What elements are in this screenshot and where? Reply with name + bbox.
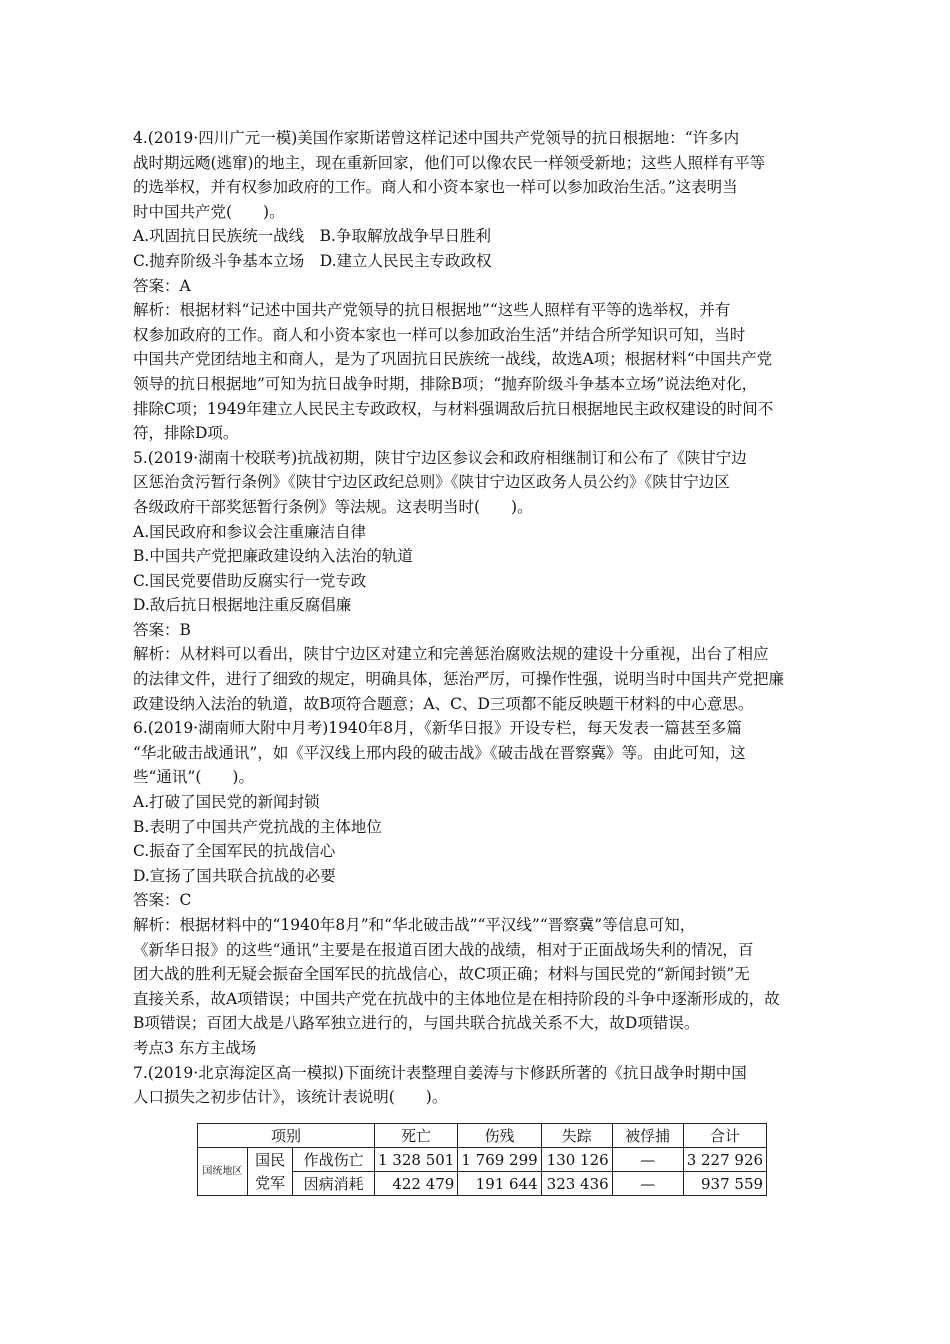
option-line: A.打破了国民党的新闻封锁 xyxy=(133,793,320,812)
missing-cell: 323 436 xyxy=(541,1172,612,1196)
table-header-cell: 失踪 xyxy=(541,1124,612,1148)
option-line: D.宣扬了国共联合抗战的必要 xyxy=(133,866,336,885)
total-cell: 3 227 926 xyxy=(683,1148,766,1172)
option-line: C.振奋了全国军民的抗战信心 xyxy=(133,842,336,861)
analysis-line: 的法律文件，进行了细致的规定，明确具体，惩治严厉，可操作性强，说明当时中国共产党把廉 xyxy=(133,670,785,689)
question-text-line: 7.(2019·北京海淀区高一模拟)下面统计表整理自姜涛与卞修跃所著的《抗日战争时期中国 xyxy=(133,1063,747,1082)
question-5 xyxy=(133,446,823,717)
question-text-line: 各级政府干部奖惩暂行条例》等法规。这表明当时( )。 xyxy=(133,497,533,516)
captured-cell: — xyxy=(612,1172,683,1196)
answer-line: 答案：A xyxy=(133,276,191,295)
table-header-cell: 伤残 xyxy=(458,1124,541,1148)
analysis-line: 排除C项；1949年建立人民民主专政政权，与材料强调敌后抗日根据地民主政权建设的时间不 xyxy=(133,399,774,418)
deaths-cell: 1 328 501 xyxy=(375,1148,458,1172)
table-header-cell: 被俘捕 xyxy=(612,1124,683,1148)
table-header-cell: 死亡 xyxy=(375,1124,458,1148)
captured-cell: — xyxy=(612,1148,683,1172)
missing-cell: 130 126 xyxy=(541,1148,612,1172)
question-text-line: 战时期远飏(逃窜)的地主，现在重新回家，他们可以像农民一样领受新地；这些人照样有平等 xyxy=(133,153,766,172)
row-label: 因病消耗 xyxy=(293,1172,375,1196)
table-header-cell: 合计 xyxy=(683,1124,766,1148)
analysis-line: 《新华日报》的这些“通讯”主要是在报道百团大战的战绩，相对于正面战场失利的情况，百 xyxy=(133,940,754,959)
question-text-line: 时中国共产党( )。 xyxy=(133,202,285,221)
section-title: 考点3 东方主战场 xyxy=(133,1038,257,1057)
analysis-line: B项错误；百团大战是八路军独立进行的，与国共联合抗战关系不大，故D项错误。 xyxy=(133,1014,700,1033)
answer-line: 答案：B xyxy=(133,620,191,639)
option-line: A.巩固抗日民族统一战线 B.争取解放战争早日胜利 xyxy=(133,227,491,246)
analysis-line: 解析：根据材料“记述中国共产党领导的抗日根据地”“这些人照样有平等的选举权，并有 xyxy=(133,301,731,320)
table-header-row xyxy=(198,1124,767,1148)
analysis-line: 团大战的胜利无疑会振奋全国军民的抗战信心，故C项正确；材料与国民党的“新闻封锁”无 xyxy=(133,965,750,984)
analysis-line: 解析：根据材料中的“1940年8月”和“华北破击战”“平汉线”“晋察冀”等信息可知， xyxy=(133,916,696,934)
region-cell: 国统地区 xyxy=(198,1148,248,1196)
option-line: B.中国共产党把廉政建设纳入法治的轨道 xyxy=(133,547,413,566)
question-4 xyxy=(133,126,823,446)
table-row xyxy=(198,1148,767,1172)
question-text-line: 的选举权，并有权参加政府的工作。商人和小资本家也一样可以参加政治生活。”这表明当 xyxy=(133,178,738,197)
group-cell xyxy=(247,1148,293,1196)
option-line: B.表明了中国共产党抗战的主体地位 xyxy=(133,817,382,836)
analysis-line: 直接关系，故A项错误；中国共产党在抗战中的主体地位是在相持阶段的斗争中逐渐形成的，故 xyxy=(133,989,780,1008)
question-text-line: 5.(2019·湖南十校联考)抗战初期，陕甘宁边区参议会和政府相继制订和公布了《陕甘宁边 xyxy=(133,448,747,467)
question-text-line: 6.(2019·湖南师大附中月考)1940年8月，《新华日报》开设专栏，每天发表一篇甚至多篇 xyxy=(133,719,742,738)
deaths-cell: 422 479 xyxy=(375,1172,458,1196)
answer-line: 答案：C xyxy=(133,891,192,910)
question-text-line: 人口损失之初步估计》，该统计表说明( )。 xyxy=(133,1088,448,1107)
question-text-line: 区惩治贪污暂行条例》《陕甘宁边区政纪总则》《陕甘宁边区政务人员公约》《陕甘宁边区 xyxy=(133,473,730,492)
analysis-line: 政建设纳入法治的轨道，故B项符合题意；A、C、D三项都不能反映题干材料的中心意思。 xyxy=(133,694,754,713)
question-text-line: 4.(2019·四川广元一模)美国作家斯诺曾这样记述中国共产党领导的抗日根据地：“许多内 xyxy=(133,129,740,147)
document-body xyxy=(133,126,823,1110)
statistics-table xyxy=(197,1123,767,1196)
question-7 xyxy=(133,1061,823,1110)
group-label-bottom: 党军 xyxy=(255,1173,286,1192)
injured-cell: 191 644 xyxy=(458,1172,541,1196)
analysis-line: 解析：从材料可以看出，陕甘宁边区对建立和完善惩治腐败法规的建设十分重视，出台了相应 xyxy=(133,645,769,664)
option-line: C.抛弃阶级斗争基本立场 D.建立人民民主专政政权 xyxy=(133,251,492,270)
option-line: A.国民政府和参议会注重廉洁自律 xyxy=(133,522,367,541)
analysis-line: 权参加政府的工作。商人和小资本家也一样可以参加政治生活”并结合所学知识可知，当时 xyxy=(133,325,746,344)
question-text-line: “华北破击战通讯”，如《平汉线上邢内段的破击战》《破击战在晋察冀》等。由此可知，这 xyxy=(133,743,746,762)
analysis-line: 领导的抗日根据地”可知为抗日战争时期，排除B项；“抛弃阶级斗争基本立场”说法绝对化， xyxy=(133,374,758,393)
row-label: 作战伤亡 xyxy=(293,1148,375,1172)
table-header-cell: 项别 xyxy=(198,1124,375,1148)
total-cell: 937 559 xyxy=(683,1172,766,1196)
analysis-line: 中国共产党团结地主和商人，是为了巩固抗日民族统一战线，故选A项；根据材料“中国共产党 xyxy=(133,350,773,369)
group-label-top: 国民 xyxy=(255,1150,286,1169)
injured-cell: 1 769 299 xyxy=(458,1148,541,1172)
question-text-line: 些“通讯”( )。 xyxy=(133,768,254,787)
option-line: C.国民党要借助反腐实行一党专政 xyxy=(133,571,367,590)
analysis-line: 符，排除D项。 xyxy=(133,424,239,443)
question-6 xyxy=(133,716,823,1036)
option-line: D.敌后抗日根据地注重反腐倡廉 xyxy=(133,596,352,615)
